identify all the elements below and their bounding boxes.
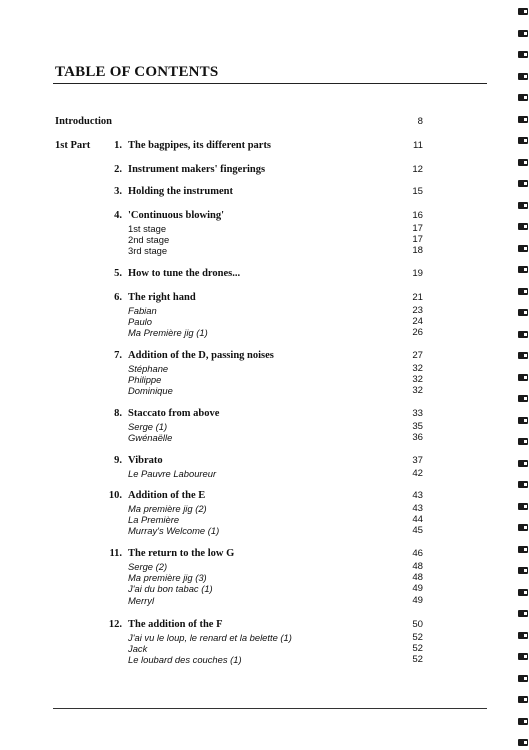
chapter-page: 43 — [412, 490, 423, 501]
binding-ring-icon — [518, 653, 528, 660]
toc-chapter-row — [0, 186, 529, 200]
subentry-page: 49 — [412, 594, 423, 606]
introduction-page: 8 — [417, 116, 423, 127]
subentry-title: Stéphane — [128, 362, 169, 374]
binding-ring-icon — [518, 309, 528, 316]
binding-ring-icon — [518, 438, 528, 445]
chapter-page: 21 — [412, 292, 423, 303]
subentry-page: 17 — [412, 233, 423, 245]
subentry-page: 52 — [412, 654, 423, 666]
chapter-number: 6. — [114, 292, 122, 303]
subentry-title: Gwénaëlle — [128, 431, 173, 443]
subentry-page: 32 — [412, 385, 423, 397]
subentry-title: J'ai vu le loup, le renard et la belette (1) — [128, 631, 292, 643]
subentry-page: 42 — [412, 467, 423, 479]
subentry-title: Murray's Welcome (1) — [128, 525, 220, 537]
chapter-title: The bagpipes, its different parts — [128, 140, 272, 151]
subentry-title: 2nd stage — [128, 233, 170, 245]
binding-ring-icon — [518, 180, 528, 187]
chapter-page: 11 — [413, 140, 423, 151]
subentry-title: Ma première jig (3) — [128, 571, 207, 583]
chapter-page: 37 — [412, 455, 423, 466]
subentry-title: Philippe — [128, 373, 162, 385]
subentry-title: Le Pauvre Laboureur — [128, 467, 217, 479]
subentry-page: 26 — [412, 327, 423, 339]
chapter-title: 'Continuous blowing' — [128, 210, 224, 221]
toc-subentry-row — [0, 654, 529, 668]
toc-subentry-row — [0, 595, 529, 609]
binding-ring-icon — [518, 589, 528, 596]
subentry-title: Jack — [128, 642, 148, 654]
part-label: 1st Part — [55, 140, 91, 151]
binding-ring-icon — [518, 503, 528, 510]
chapter-number: 9. — [114, 455, 122, 466]
toc-introduction-row — [0, 116, 529, 130]
subentry-page: 35 — [412, 420, 423, 432]
chapter-title: Addition of the E — [128, 490, 206, 501]
binding-ring-icon — [518, 73, 528, 80]
subentry-page: 32 — [412, 373, 423, 385]
binding-ring-icon — [518, 610, 528, 617]
chapter-number: 8. — [114, 408, 122, 419]
subentry-page: 32 — [412, 362, 423, 374]
binding-ring-icon — [518, 51, 528, 58]
subentry-page: 43 — [412, 502, 423, 514]
chapter-number: 3. — [114, 186, 122, 197]
chapter-page: 33 — [412, 408, 423, 419]
toc-subentry-row — [0, 432, 529, 446]
chapter-page: 27 — [412, 350, 423, 361]
toc-subentry-row — [0, 468, 529, 482]
subentry-title: Fabian — [128, 304, 157, 316]
spiral-binding — [515, 0, 529, 750]
binding-ring-icon — [518, 524, 528, 531]
subentry-page: 48 — [412, 571, 423, 583]
chapter-number: 10. — [108, 490, 122, 501]
binding-ring-icon — [518, 8, 528, 15]
subentry-page: 45 — [412, 525, 423, 537]
chapter-page: 16 — [412, 210, 423, 221]
subentry-title: Merryl — [128, 594, 155, 606]
binding-ring-icon — [518, 159, 528, 166]
binding-ring-icon — [518, 718, 528, 725]
binding-ring-icon — [518, 352, 528, 359]
chapter-title: Instrument makers' fingerings — [128, 164, 266, 175]
binding-ring-icon — [518, 94, 528, 101]
chapter-title: Vibrato — [128, 455, 163, 466]
subentry-title: Ma première jig (2) — [128, 502, 207, 514]
subentry-page: 18 — [412, 245, 423, 257]
bottom-rule — [53, 708, 487, 709]
binding-ring-icon — [518, 266, 528, 273]
subentry-page: 52 — [412, 631, 423, 643]
binding-ring-icon — [518, 696, 528, 703]
subentry-title: Serge (1) — [128, 420, 168, 432]
subentry-page: 23 — [412, 304, 423, 316]
chapter-title: The addition of the F — [128, 619, 223, 630]
subentry-title: 3rd stage — [128, 245, 168, 257]
subentry-page: 49 — [412, 583, 423, 595]
toc-chapter-row — [0, 140, 529, 154]
toc-chapter-row — [0, 268, 529, 282]
chapter-number: 12. — [108, 619, 122, 630]
subentry-page: 24 — [412, 315, 423, 327]
chapter-page: 19 — [412, 268, 423, 279]
binding-ring-icon — [518, 245, 528, 252]
chapter-number: 11. — [109, 548, 122, 559]
chapter-number: 4. — [114, 210, 122, 221]
chapter-title: The return to the low G — [128, 548, 235, 559]
subentry-title: J'ai du bon tabac (1) — [128, 583, 213, 595]
chapter-title: Holding the instrument — [128, 186, 234, 197]
chapter-number: 7. — [114, 350, 122, 361]
binding-ring-icon — [518, 739, 528, 746]
chapter-title: Staccato from above — [128, 408, 220, 419]
binding-ring-icon — [518, 395, 528, 402]
toc-chapter-row — [0, 164, 529, 178]
binding-ring-icon — [518, 567, 528, 574]
toc-subentry-row — [0, 385, 529, 399]
binding-ring-icon — [518, 116, 528, 123]
chapter-title: How to tune the drones... — [128, 268, 241, 279]
chapter-title: Addition of the D, passing noises — [128, 350, 274, 361]
chapter-title: The right hand — [128, 292, 196, 303]
binding-ring-icon — [518, 288, 528, 295]
binding-ring-icon — [518, 374, 528, 381]
subentry-page: 36 — [412, 431, 423, 443]
subentry-page: 52 — [412, 642, 423, 654]
subentry-title: La Première — [128, 513, 180, 525]
chapter-page: 15 — [412, 186, 423, 197]
chapter-page: 46 — [412, 548, 423, 559]
toc-subentry-row — [0, 245, 529, 259]
binding-ring-icon — [518, 481, 528, 488]
subentry-page: 48 — [412, 560, 423, 572]
subentry-title: Ma Première jig (1) — [128, 327, 208, 339]
chapter-page: 12 — [412, 164, 423, 175]
toc-subentry-row — [0, 525, 529, 539]
subentry-title: Paulo — [128, 315, 152, 327]
binding-ring-icon — [518, 202, 528, 209]
chapter-number: 1. — [114, 140, 122, 151]
binding-ring-icon — [518, 675, 528, 682]
subentry-title: Serge (2) — [128, 560, 168, 572]
binding-ring-icon — [518, 546, 528, 553]
toc-subentry-row — [0, 327, 529, 341]
binding-ring-icon — [518, 223, 528, 230]
binding-ring-icon — [518, 331, 528, 338]
chapter-number: 2. — [114, 164, 122, 175]
binding-ring-icon — [518, 30, 528, 37]
subentry-title: 1st stage — [128, 222, 167, 234]
binding-ring-icon — [518, 460, 528, 467]
binding-ring-icon — [518, 417, 528, 424]
introduction-label: Introduction — [55, 116, 112, 127]
title-rule — [53, 83, 487, 84]
binding-ring-icon — [518, 632, 528, 639]
subentry-title: Dominique — [128, 385, 173, 397]
subentry-title: Le loubard des couches (1) — [128, 654, 242, 666]
page-title: TABLE OF CONTENTS — [55, 64, 219, 80]
binding-ring-icon — [518, 137, 528, 144]
chapter-number: 5. — [114, 268, 122, 279]
subentry-page: 17 — [412, 222, 423, 234]
subentry-page: 44 — [412, 513, 423, 525]
chapter-page: 50 — [412, 619, 423, 630]
